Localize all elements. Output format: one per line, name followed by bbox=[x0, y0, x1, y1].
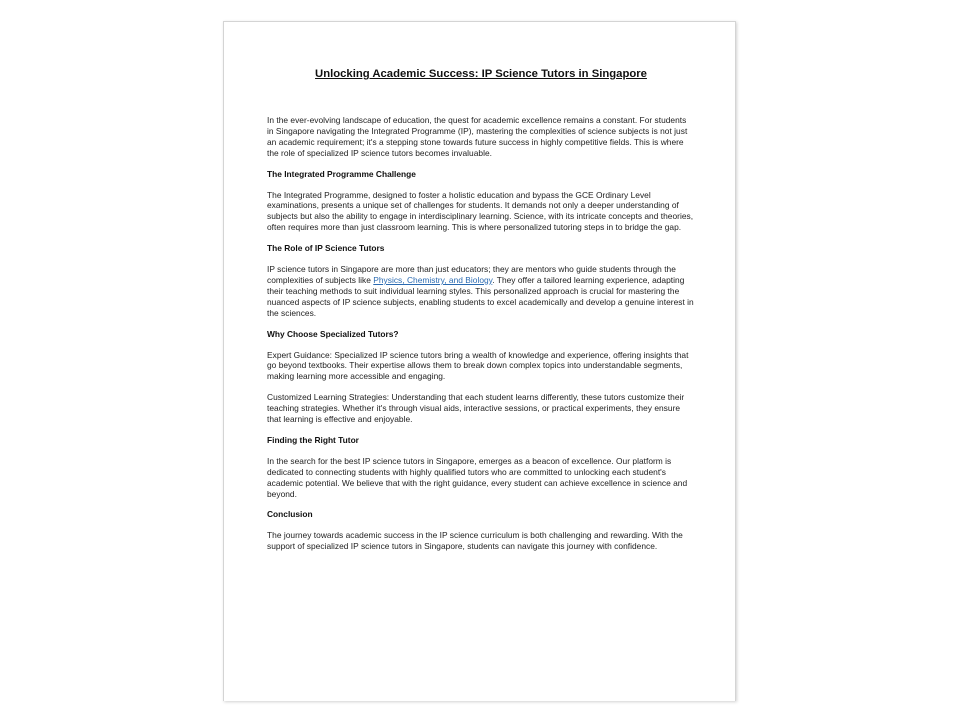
document-title: Unlocking Academic Success: IP Science Tutors in Singapore bbox=[315, 68, 647, 80]
section-body-integrated-programme: The Integrated Programme, designed to foster a holistic education and bypass the GCE Ordinary Level examinations, presents a unique set of challenges for students. It demands not only a deeper understanding of subjects but also the ability to engage in interdisciplinary learning. Science, with its intricate concepts and theories, often requires more than just classroom learning. This is where personalized tutoring steps in to bridge the gap. bbox=[267, 189, 694, 233]
section-heading-integrated-programme: The Integrated Programme Challenge bbox=[267, 168, 416, 179]
section-body-role-of-tutors bbox=[267, 264, 695, 319]
section-body-conclusion: The journey towards academic success in the IP science curriculum is both challenging and rewarding. With the support of specialized IP science tutors in Singapore, students can navigate this journey with confidence. bbox=[267, 530, 683, 552]
document-content bbox=[267, 67, 695, 562]
section-body-finding-tutor: In the search for the best IP science tutors in Singapore, emerges as a beacon of excellence. Our platform is dedicated to connecting students with highly qualified tutors who are committed to unlocking each student's academic potential. We believe that with the right guidance, every student can achieve excellence in science and beyond. bbox=[267, 455, 688, 499]
section-heading-conclusion: Conclusion bbox=[267, 509, 313, 520]
subjects-link[interactable]: Physics, Chemistry, and Biology bbox=[373, 274, 493, 285]
expert-guidance-paragraph: Expert Guidance: Specialized IP science tutors bring a wealth of knowledge and experience, offering insights that go beyond textbooks. Their expertise allows them to break down complex topics into understandable segments, making learning more accessible and engaging. bbox=[267, 349, 689, 382]
section-heading-finding-tutor: Finding the Right Tutor bbox=[267, 434, 359, 445]
document-page bbox=[223, 21, 736, 701]
customized-strategies-paragraph: Customized Learning Strategies: Understanding that each student learns differently, these tutors customize their teaching strategies. Whether it's through visual aids, interactive sessions, or practical experiments, they ensure that learning is effective and enjoyable. bbox=[267, 392, 685, 425]
intro-paragraph: In the ever-evolving landscape of education, the quest for academic excellence remains a constant. For students in Singapore navigating the Integrated Programme (IP), mastering the complexities of science subjects is not just an academic requirement; it's a stepping stone towards future success in highly competitive fields. This is where the role of specialized IP science tutors becomes invaluable. bbox=[267, 115, 688, 158]
section-heading-role-of-tutors: The Role of IP Science Tutors bbox=[267, 243, 385, 254]
role-text-before-link: IP science tutors in Singapore are more than just educators; they are mentors who guide students through the complexities of subjects like bbox=[267, 264, 676, 285]
section-heading-why-choose: Why Choose Specialized Tutors? bbox=[267, 328, 399, 339]
role-text-after-link: . They offer a tailored learning experience, adapting their teaching methods to suit individual learning styles. This personalized approach is crucial for mastering the nuanced aspects of IP science subjects, enabling students to excel academically and develop a genuine interest in the sciences. bbox=[267, 274, 694, 318]
